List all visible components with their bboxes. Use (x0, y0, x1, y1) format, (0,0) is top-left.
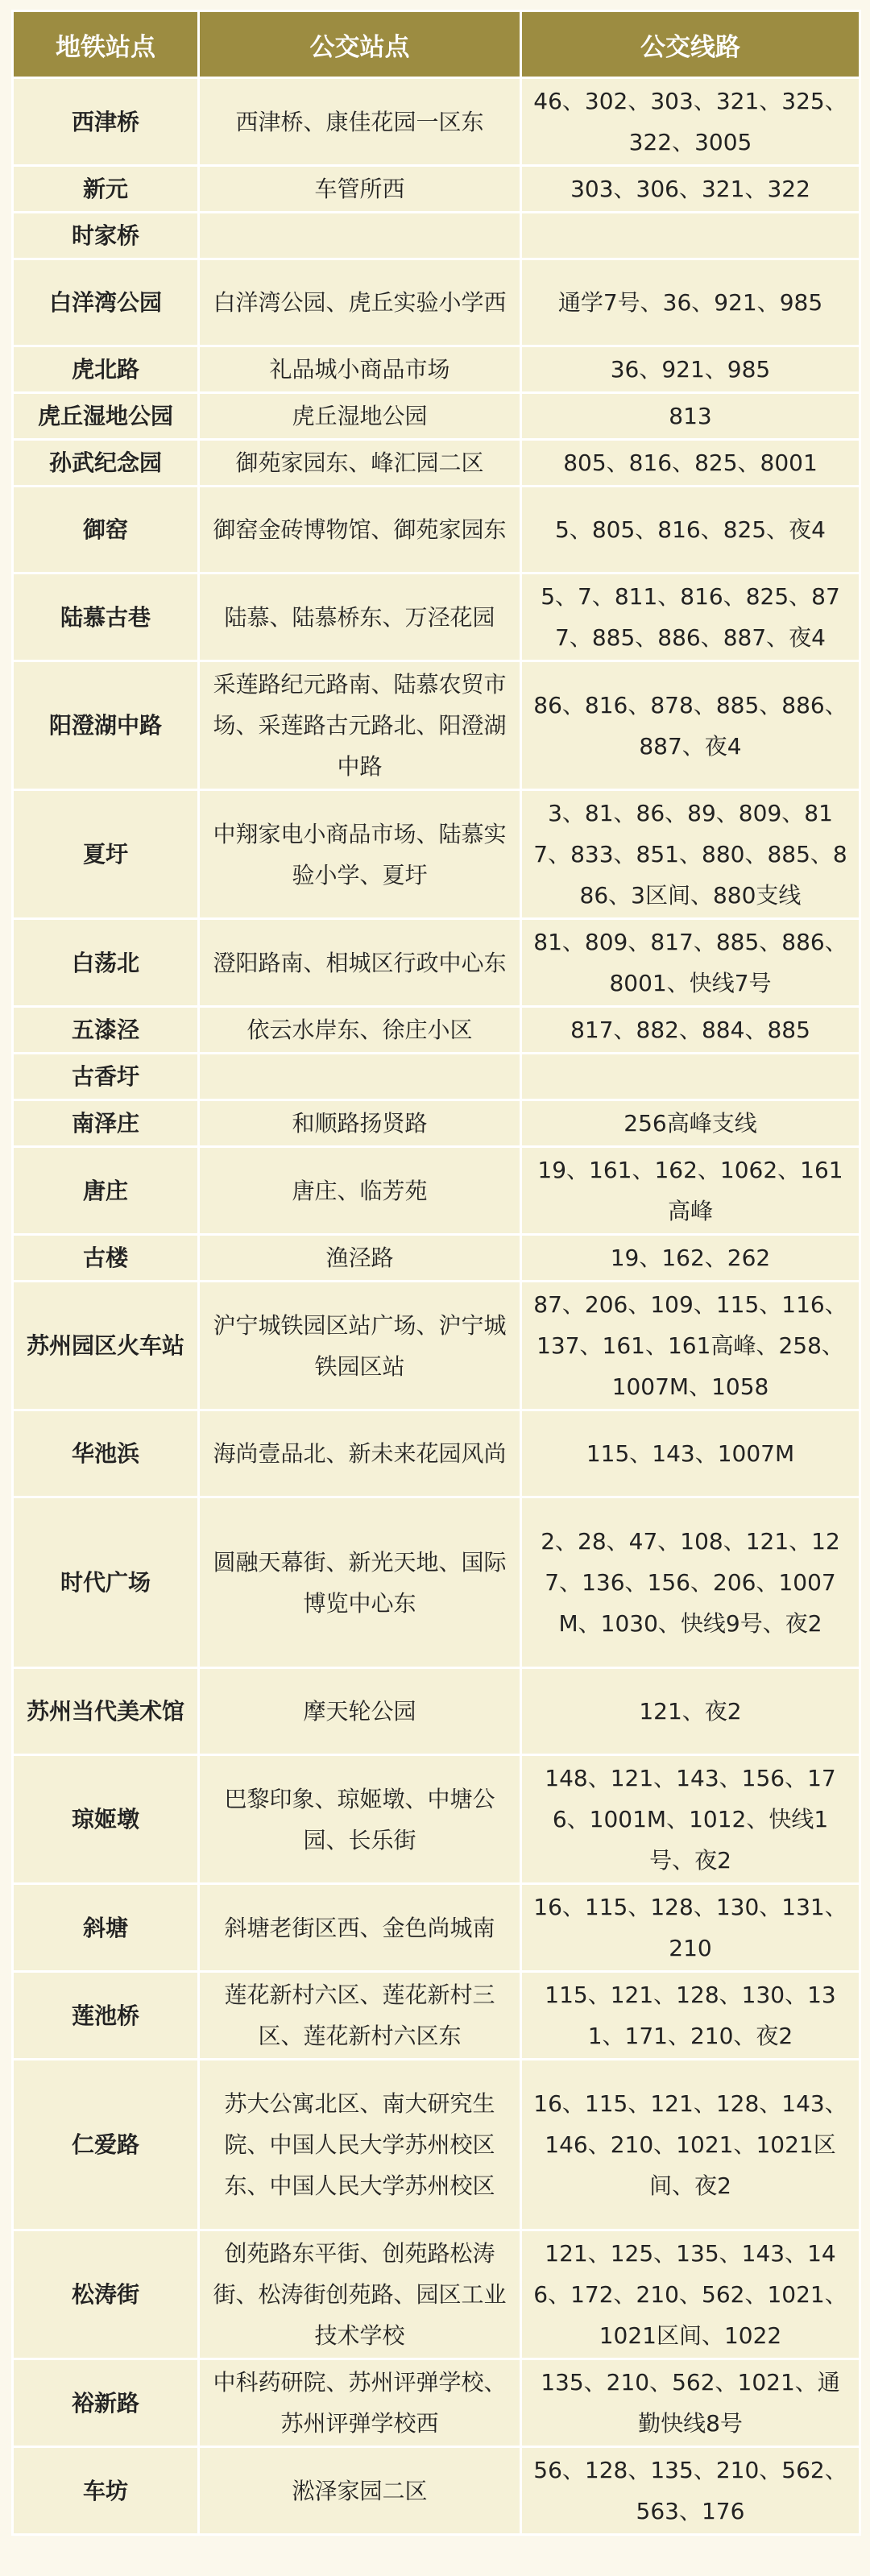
table-row (13, 166, 860, 213)
metro-station-cell: 西津桥 (13, 78, 199, 166)
table-row (13, 1282, 860, 1410)
bus-lines-cell: 805、816、825、8001 (521, 440, 860, 487)
metro-station-cell: 新元 (13, 166, 199, 213)
table-row (13, 1007, 860, 1054)
table-row (13, 1100, 860, 1147)
bus-stops-cell: 圆融天幕街、新光天地、国际博览中心东 (199, 1497, 521, 1668)
table-header-row (13, 11, 860, 78)
metro-station-cell: 唐庄 (13, 1147, 199, 1235)
table-row (13, 1497, 860, 1668)
metro-station-cell: 时家桥 (13, 213, 199, 259)
table-row (13, 1147, 860, 1235)
header-bus-lines: 公交线路 (521, 11, 860, 78)
table-row (13, 1235, 860, 1282)
bus-lines-cell: 2、28、47、108、121、127、136、156、206、1007M、1030、快线9号、夜2 (521, 1497, 860, 1668)
table-row (13, 919, 860, 1007)
metro-station-cell: 古香圩 (13, 1054, 199, 1100)
table-row (13, 2359, 860, 2447)
table-row (13, 259, 860, 346)
bus-stops-cell: 斜塘老街区西、金色尚城南 (199, 1884, 521, 1972)
metro-station-cell: 斜塘 (13, 1884, 199, 1972)
metro-station-cell: 陆慕古巷 (13, 574, 199, 661)
metro-station-cell: 莲池桥 (13, 1972, 199, 2060)
header-metro-station: 地铁站点 (13, 11, 199, 78)
bus-lines-cell: 5、805、816、825、夜4 (521, 487, 860, 574)
bus-stops-cell: 淞泽家园二区 (199, 2447, 521, 2535)
bus-stops-cell: 御窑金砖博物馆、御苑家园东 (199, 487, 521, 574)
table-row (13, 661, 860, 790)
metro-station-cell: 古楼 (13, 1235, 199, 1282)
table-row (13, 1884, 860, 1972)
table-row (13, 487, 860, 574)
metro-station-cell: 仁爱路 (13, 2060, 199, 2230)
bus-stops-cell: 车管所西 (199, 166, 521, 213)
bus-lines-cell: 817、882、884、885 (521, 1007, 860, 1054)
bus-stops-cell: 陆慕、陆慕桥东、万泾花园 (199, 574, 521, 661)
metro-station-cell: 孙武纪念园 (13, 440, 199, 487)
table-row (13, 1668, 860, 1755)
bus-lines-cell: 36、921、985 (521, 346, 860, 393)
metro-station-cell: 御窑 (13, 487, 199, 574)
table-row (13, 2230, 860, 2359)
metro-station-cell: 琼姬墩 (13, 1755, 199, 1884)
bus-lines-cell: 通学7号、36、921、985 (521, 259, 860, 346)
bus-stops-cell: 御苑家园东、峰汇园二区 (199, 440, 521, 487)
metro-station-cell: 白洋湾公园 (13, 259, 199, 346)
bus-lines-cell: 16、115、121、128、143、146、210、1021、1021区间、夜2 (521, 2060, 860, 2230)
bus-stops-cell: 白洋湾公园、虎丘实验小学西 (199, 259, 521, 346)
bus-lines-cell: 19、161、162、1062、161高峰 (521, 1147, 860, 1235)
table-row (13, 2447, 860, 2535)
metro-station-cell: 南泽庄 (13, 1100, 199, 1147)
bus-stops-cell: 莲花新村六区、莲花新村三区、莲花新村六区东 (199, 1972, 521, 2060)
table-row (13, 213, 860, 259)
bus-lines-cell: 115、121、128、130、131、171、210、夜2 (521, 1972, 860, 2060)
bus-stops-cell (199, 1054, 521, 1100)
metro-station-cell: 虎北路 (13, 346, 199, 393)
table-row (13, 440, 860, 487)
bus-lines-cell: 87、206、109、115、116、137、161、161高峰、258、1007M、1058 (521, 1282, 860, 1410)
metro-station-cell: 华池浜 (13, 1410, 199, 1497)
bus-stops-cell: 中科药研院、苏州评弹学校、苏州评弹学校西 (199, 2359, 521, 2447)
bus-lines-cell: 86、816、878、885、886、887、夜4 (521, 661, 860, 790)
bus-lines-cell: 256高峰支线 (521, 1100, 860, 1147)
metro-station-cell: 虎丘湿地公园 (13, 393, 199, 440)
table-row (13, 393, 860, 440)
bus-stops-cell: 海尚壹品北、新未来花园风尚 (199, 1410, 521, 1497)
metro-station-cell: 白荡北 (13, 919, 199, 1007)
table-row (13, 346, 860, 393)
metro-station-cell: 苏州园区火车站 (13, 1282, 199, 1410)
bus-stops-cell: 沪宁城铁园区站广场、沪宁城铁园区站 (199, 1282, 521, 1410)
table-row (13, 1410, 860, 1497)
metro-station-cell: 苏州当代美术馆 (13, 1668, 199, 1755)
table-row (13, 790, 860, 919)
bus-lines-cell (521, 1054, 860, 1100)
bus-lines-cell: 303、306、321、322 (521, 166, 860, 213)
table-body (13, 78, 860, 2535)
bus-lines-cell: 5、7、811、816、825、877、885、886、887、夜4 (521, 574, 860, 661)
bus-stops-cell: 苏大公寓北区、南大研究生院、中国人民大学苏州校区东、中国人民大学苏州校区 (199, 2060, 521, 2230)
bus-stops-cell: 虎丘湿地公园 (199, 393, 521, 440)
bus-stops-cell: 和顺路扬贤路 (199, 1100, 521, 1147)
metro-station-cell: 阳澄湖中路 (13, 661, 199, 790)
bus-lines-cell: 813 (521, 393, 860, 440)
metro-station-cell: 车坊 (13, 2447, 199, 2535)
bus-stops-cell: 唐庄、临芳苑 (199, 1147, 521, 1235)
bus-lines-cell: 16、115、128、130、131、210 (521, 1884, 860, 1972)
bus-stops-cell: 澄阳路南、相城区行政中心东 (199, 919, 521, 1007)
metro-station-cell: 时代广场 (13, 1497, 199, 1668)
bus-stops-cell: 西津桥、康佳花园一区东 (199, 78, 521, 166)
bus-stops-cell: 创苑路东平街、创苑路松涛街、松涛街创苑路、园区工业技术学校 (199, 2230, 521, 2359)
bus-lines-cell: 46、302、303、321、325、322、3005 (521, 78, 860, 166)
bus-lines-cell: 19、162、262 (521, 1235, 860, 1282)
table-row (13, 574, 860, 661)
bus-lines-cell: 56、128、135、210、562、563、176 (521, 2447, 860, 2535)
bus-stops-cell: 渔泾路 (199, 1235, 521, 1282)
bus-lines-cell: 121、夜2 (521, 1668, 860, 1755)
table-row (13, 1054, 860, 1100)
bus-lines-cell: 135、210、562、1021、通勤快线8号 (521, 2359, 860, 2447)
bus-stops-cell: 依云水岸东、徐庄小区 (199, 1007, 521, 1054)
bus-lines-cell: 115、143、1007M (521, 1410, 860, 1497)
bus-lines-cell: 3、81、86、89、809、817、833、851、880、885、886、3区间、880支线 (521, 790, 860, 919)
bus-stops-cell (199, 213, 521, 259)
bus-stops-cell: 采莲路纪元路南、陆慕农贸市场、采莲路古元路北、阳澄湖中路 (199, 661, 521, 790)
table-row (13, 1972, 860, 2060)
bus-lines-cell: 148、121、143、156、176、1001M、1012、快线1号、夜2 (521, 1755, 860, 1884)
bus-stops-cell: 巴黎印象、琼姬墩、中塘公园、长乐街 (199, 1755, 521, 1884)
metro-station-cell: 裕新路 (13, 2359, 199, 2447)
bus-stops-cell: 摩天轮公园 (199, 1668, 521, 1755)
bus-stops-cell: 礼品城小商品市场 (199, 346, 521, 393)
table-row (13, 78, 860, 166)
table-row (13, 2060, 860, 2230)
table-row (13, 1755, 860, 1884)
bus-transfer-table (11, 10, 861, 2536)
metro-station-cell: 五漆泾 (13, 1007, 199, 1054)
bus-lines-cell: 121、125、135、143、146、172、210、562、1021、1021区间、1022 (521, 2230, 860, 2359)
metro-station-cell: 松涛街 (13, 2230, 199, 2359)
bus-lines-cell: 81、809、817、885、886、8001、快线7号 (521, 919, 860, 1007)
bus-stops-cell: 中翔家电小商品市场、陆慕实验小学、夏圩 (199, 790, 521, 919)
bus-lines-cell (521, 213, 860, 259)
metro-station-cell: 夏圩 (13, 790, 199, 919)
header-bus-stops: 公交站点 (199, 11, 521, 78)
